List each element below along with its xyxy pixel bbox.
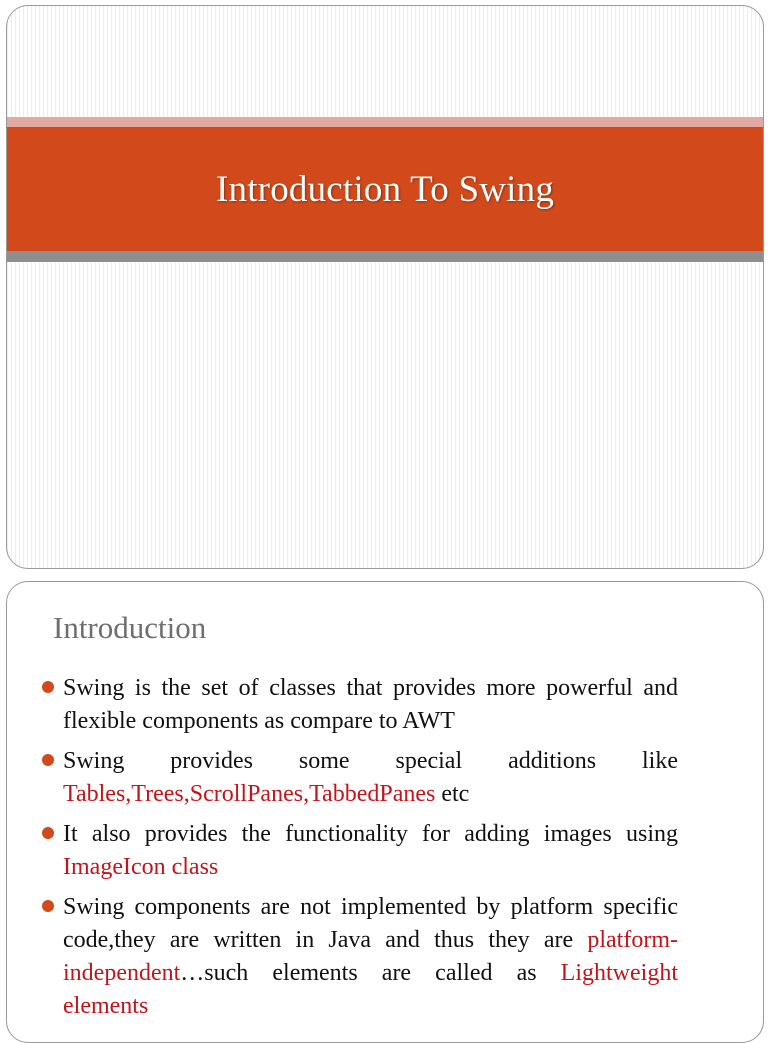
bullet-highlight: Tables,Trees,ScrollPanes,TabbedPanes bbox=[63, 781, 436, 807]
bullet-text: etc bbox=[435, 781, 470, 807]
title-band-bottom-stripe bbox=[7, 251, 763, 262]
bullet-item bbox=[40, 745, 678, 811]
bullet-highlight: ImageIcon class bbox=[63, 854, 219, 880]
bullet-item bbox=[40, 818, 678, 884]
bullet-text: Swing is the set of classes that provides more powerful and flexible components as compare to AWT bbox=[63, 675, 678, 734]
bullet-item bbox=[40, 891, 678, 1023]
bullet-dot-icon bbox=[42, 754, 54, 766]
bullet-text: Swing provides some special additions like bbox=[63, 748, 678, 774]
bullet-text: It also provides the functionality for adding images using bbox=[63, 821, 678, 847]
bullet-highlight: Lightweight elements bbox=[63, 960, 678, 1019]
bullet-dot-icon bbox=[42, 900, 54, 912]
bullet-text: …such elements are called as bbox=[180, 960, 561, 986]
slide-title: Introduction To Swing bbox=[215, 168, 555, 210]
bullet-highlight: platform-independent bbox=[63, 927, 678, 986]
bullet-text: Swing components are not implemented by platform specific code,they are written in Java and thus they are bbox=[63, 894, 678, 953]
content-slide bbox=[6, 581, 764, 1043]
bullet-item bbox=[40, 672, 678, 738]
title-band bbox=[7, 127, 763, 251]
bullet-dot-icon bbox=[42, 681, 54, 693]
bullet-list bbox=[40, 672, 678, 1030]
slide-heading: Introduction bbox=[53, 610, 207, 645]
title-slide bbox=[6, 5, 764, 569]
title-band-top-stripe bbox=[7, 117, 763, 127]
bullet-dot-icon bbox=[42, 827, 54, 839]
